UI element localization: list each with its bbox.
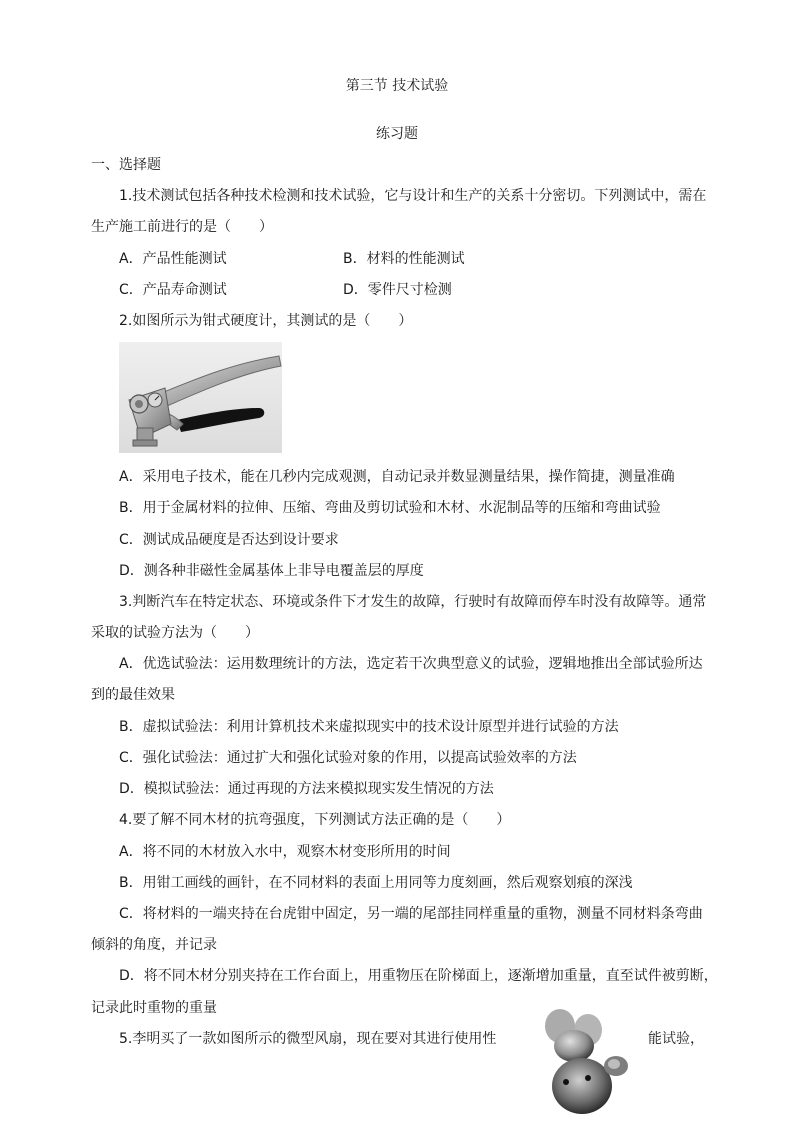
page-title: 第三节 技术试验	[345, 78, 449, 94]
q5-stem-part1: 5.李明买了一款如图所示的微型风扇，现在要对其进行使用性	[119, 1031, 497, 1047]
q4-option-b: B．用钳工画线的画针，在不同材料的表面上用同等力度刻画，然后观察划痕的深浅	[119, 875, 633, 891]
q2-option-a: A．采用电子技术，能在几秒内完成观测，自动记录并数显测量结果，操作简捷，测量准确	[119, 469, 675, 485]
q1-option-a: A．产品性能测试	[119, 251, 227, 267]
q3-option-a-line1: A．优选试验法：运用数理统计的方法，选定若干次典型意义的试验，逻辑地推出全部试验所达	[119, 656, 703, 672]
q3-option-c: C．强化试验法：通过扩大和强化试验对象的作用，以提高试验效率的方法	[119, 750, 577, 766]
q4-option-d-line1: D．将不同木材分别夹持在工作台面上，用重物压在阶梯面上，逐渐增加重量，直至试件被剪断，	[119, 968, 718, 984]
q2-option-d: D．测各种非磁性金属基体上非导电覆盖层的厚度	[119, 563, 424, 579]
q1-stem-line2: 生产施工前进行的是（ ）	[91, 219, 273, 235]
q4-option-a: A．将不同的木材放入水中，观察木材变形所用的时间	[119, 844, 451, 860]
q5-stem-part2: 能试验，	[648, 1031, 704, 1047]
section-heading: 一、选择题	[91, 157, 161, 173]
q1-option-b: B．材料的性能测试	[343, 251, 465, 267]
q4-stem: 4.要了解不同木材的抗弯强度，下列测试方法正确的是（ ）	[119, 812, 511, 828]
q2-option-b: B．用于金属材料的拉伸、压缩、弯曲及剪切试验和木材、水泥制品等的压缩和弯曲试验	[119, 500, 661, 516]
q2-option-c: C．测试成品硬度是否达到设计要求	[119, 532, 339, 548]
q4-option-c-line1: C．将材料的一端夹持在台虎钳中固定，另一端的尾部挂同样重量的重物，测量不同材料条弯曲	[119, 906, 703, 922]
q3-option-d: D．模拟试验法：通过再现的方法来模拟现实发生情况的方法	[119, 781, 494, 797]
q4-option-d-line2: 记录此时重物的重量	[91, 1000, 217, 1016]
q3-stem-line1: 3.判断汽车在特定状态、环境或条件下才发生的故障，行驶时有故障而停车时没有故障等。通常	[119, 594, 707, 610]
plier-hardness-tester-photo	[119, 342, 282, 453]
q4-option-c-line2: 倾斜的角度，并记录	[91, 937, 217, 953]
page-subtitle: 练习题	[376, 126, 418, 142]
mini-fan-photo	[540, 1004, 636, 1119]
q1-option-c: C．产品寿命测试	[119, 282, 227, 298]
q1-option-d: D．零件尺寸检测	[343, 282, 452, 298]
q3-option-b: B．虚拟试验法：利用计算机技术来虚拟现实中的技术设计原型并进行试验的方法	[119, 719, 619, 735]
q3-option-a-line2: 到的最佳效果	[91, 687, 175, 703]
q3-stem-line2: 采取的试验方法为（ ）	[91, 625, 259, 641]
q2-stem: 2.如图所示为钳式硬度计，其测试的是（ ）	[119, 313, 413, 329]
q1-stem-line1: 1.技术测试包括各种技术检测和技术试验，它与设计和生产的关系十分密切。下列测试中，需在	[119, 188, 707, 204]
